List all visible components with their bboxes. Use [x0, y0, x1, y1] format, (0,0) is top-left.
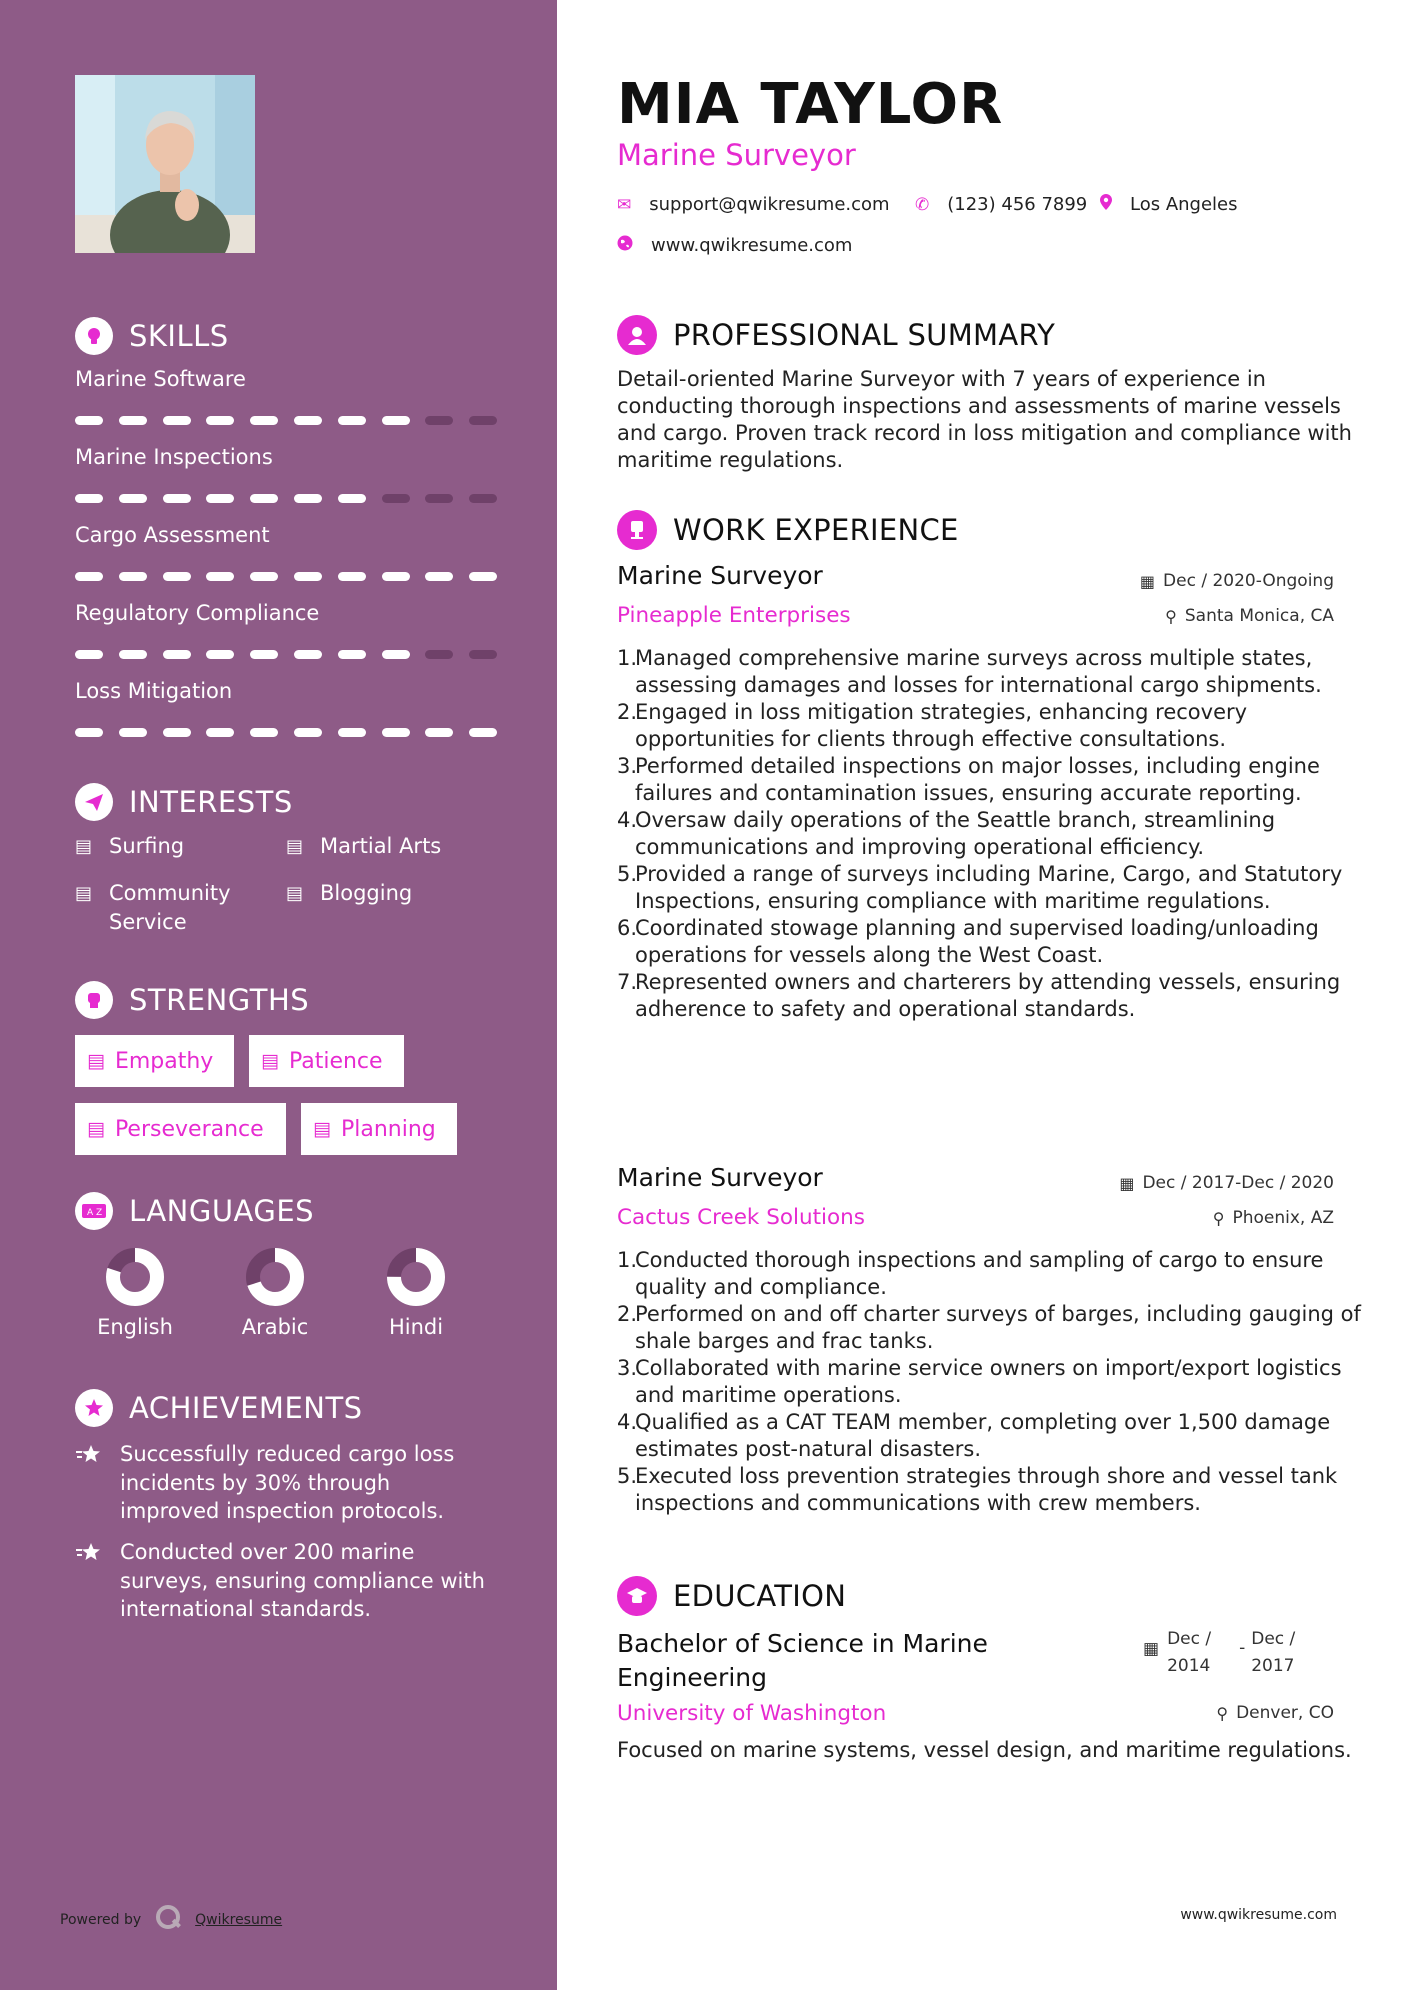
skill-segment: [294, 494, 322, 503]
education-title: EDUCATION: [673, 1579, 847, 1613]
job-date: ▦ Dec / 2020-Ongoing: [1139, 571, 1334, 591]
skill-segment: [250, 494, 278, 503]
translate-icon: [75, 1192, 113, 1230]
interest-item: ▤ Surfing: [75, 832, 184, 861]
skill-segment: [469, 650, 497, 659]
skill-segment: [75, 416, 103, 425]
skill-segment: [382, 494, 410, 503]
pushpin-icon: ⚲: [1165, 606, 1177, 626]
pushpin-icon: ⚲: [1212, 1208, 1225, 1228]
calendar-icon: ▦: [1139, 571, 1156, 591]
skill-segment: [338, 650, 366, 659]
experience-title: WORK EXPERIENCE: [673, 513, 959, 547]
strength-chip: ▤ Perseverance: [75, 1103, 286, 1155]
skill-segment: [425, 494, 453, 503]
skill-bar: [75, 494, 499, 506]
job-title: Marine Surveyor: [617, 1163, 823, 1192]
skill-segment: [206, 728, 234, 737]
education-location: ⚲ Denver, CO: [1216, 1703, 1334, 1723]
interests-title: INTERESTS: [129, 785, 293, 819]
svg-text:A: A: [87, 1208, 94, 1218]
skill-segment: [250, 728, 278, 737]
skill-segment: [250, 572, 278, 581]
education-heading: [617, 1576, 846, 1616]
skill-segment: [469, 728, 497, 737]
skill-label: Loss Mitigation: [75, 679, 233, 703]
qwikresume-link[interactable]: Qwikresume: [195, 1912, 283, 1928]
skill-segment: [382, 650, 410, 659]
school-name: University of Washington: [617, 1701, 887, 1726]
skill-segment: [75, 494, 103, 503]
language-name: Arabic: [241, 1315, 309, 1339]
job-bullet: 2. Performed on and off charter surveys of barges, including gauging of shale barges and frac tanks.: [617, 1302, 1361, 1353]
user-icon: [617, 315, 657, 355]
job-location: ⚲ Santa Monica, CA: [1165, 606, 1334, 626]
sidebar: [0, 0, 557, 1990]
skill-label: Cargo Assessment: [75, 523, 270, 547]
strengths-heading: [75, 981, 309, 1019]
contact-location: Los Angeles: [1100, 194, 1238, 215]
profile-photo: [75, 75, 255, 253]
skill-segment: [75, 728, 103, 737]
skill-segment: [75, 650, 103, 659]
phone-icon: ✆: [915, 194, 930, 215]
paper-plane-icon: [75, 783, 113, 821]
skill-segment: [338, 572, 366, 581]
skill-segment: [382, 728, 410, 737]
qwikresume-logo-icon: [155, 1904, 183, 1936]
skill-bar: [75, 728, 499, 740]
language-ring: [245, 1247, 305, 1307]
job-company: Cactus Creek Solutions: [617, 1205, 866, 1230]
skill-segment: [250, 650, 278, 659]
experience-heading: [617, 510, 959, 550]
job-bullet: 6. Coordinated stowage planning and supervised loading/unloading operations for vessels along the West Coast.: [617, 916, 1319, 967]
skill-segment: [338, 728, 366, 737]
pushpin-icon: ⚲: [1216, 1703, 1229, 1723]
book-icon: ▤: [87, 1118, 105, 1140]
skill-bar: [75, 572, 499, 584]
footer-url[interactable]: www.qwikresume.com: [1180, 1907, 1337, 1923]
book-icon: ▤: [286, 836, 304, 857]
job-bullet: 7. Represented owners and charterers by attending vessels, ensuring adherence to safety and operational standards.: [617, 970, 1341, 1021]
skill-segment: [294, 572, 322, 581]
summary-title: PROFESSIONAL SUMMARY: [673, 318, 1056, 352]
skill-segment: [425, 572, 453, 581]
skill-bar: [75, 650, 499, 662]
main-content: [557, 0, 1407, 1990]
globe-icon: [617, 235, 633, 256]
star-icon: [75, 1440, 120, 1526]
skill-segment: [163, 416, 191, 425]
skill-segment: [425, 416, 453, 425]
interests-heading: [75, 783, 293, 821]
strength-chip: ▤ Planning: [301, 1103, 457, 1155]
skill-segment: [163, 728, 191, 737]
skill-segment: [206, 494, 234, 503]
star-icon: [75, 1538, 120, 1624]
job-bullet: 3. Collaborated with marine service owners on import/export logistics and maritime operations.: [617, 1356, 1342, 1407]
education-text: Focused on marine systems, vessel design, and maritime regulations.: [617, 1738, 1352, 1762]
skill-segment: [163, 494, 191, 503]
language-name: Hindi: [388, 1315, 444, 1339]
skill-label: Marine Inspections: [75, 445, 273, 469]
job-bullet: 2. Engaged in loss mitigation strategies, enhancing recovery opportunities for clients through effective consultations.: [617, 700, 1248, 751]
skill-label: Marine Software: [75, 367, 246, 391]
book-icon: ▤: [261, 1050, 279, 1072]
job-bullet: 4. Oversaw daily operations of the Seattle branch, streamlining communications and improving operational efficiency.: [617, 808, 1276, 859]
candidate-role: Marine Surveyor: [617, 138, 856, 172]
book-icon: ▤: [313, 1118, 331, 1140]
skill-segment: [119, 650, 147, 659]
skill-segment: [206, 572, 234, 581]
achievements-title: ACHIEVEMENTS: [129, 1391, 363, 1425]
candidate-name: MIA TAYLOR: [617, 72, 1004, 137]
interest-item: ▤ Blogging: [286, 879, 412, 908]
language-ring: [105, 1247, 165, 1307]
lightbulb-icon: [75, 317, 113, 355]
skill-segment: [294, 416, 322, 425]
contact-phone[interactable]: ✆ (123) 456 7899: [915, 194, 1088, 215]
job-bullet: 4. Qualified as a CAT TEAM member, completing over 1,500 damage estimates post-natural disasters.: [617, 1410, 1331, 1461]
skills-heading: [75, 317, 229, 355]
skill-segment: [338, 494, 366, 503]
language-ring: [386, 1247, 446, 1307]
book-icon: ▤: [286, 883, 304, 904]
contact-website[interactable]: www.qwikresume.com: [617, 235, 852, 256]
job-bullets: [617, 645, 1377, 1023]
job-title: Marine Surveyor: [617, 561, 823, 590]
job-bullets: [617, 1247, 1377, 1517]
skill-segment: [250, 416, 278, 425]
skill-segment: [469, 494, 497, 503]
skill-segment: [469, 416, 497, 425]
job-location: ⚲ Phoenix, AZ: [1212, 1208, 1334, 1228]
skill-segment: [425, 728, 453, 737]
strength-chip: ▤ Empathy: [75, 1035, 234, 1087]
powered-by: Powered by Qwikresume: [60, 1904, 282, 1936]
skill-segment: [119, 416, 147, 425]
strength-chip: ▤ Patience: [249, 1035, 404, 1087]
summary-text: Detail-oriented Marine Surveyor with 7 years of experience in conducting thorough inspections and assessments of marine vessels and cargo. Proven track record in loss mitigation and compliance with maritime regulations.: [617, 367, 1352, 472]
skill-segment: [469, 572, 497, 581]
achievement-item: Conducted over 200 marine surveys, ensuring compliance with international standards.: [75, 1538, 495, 1624]
education-dates: ▦ Dec / 2014 - Dec / 2017: [1143, 1626, 1295, 1680]
summary-heading: [617, 315, 1055, 355]
book-icon: ▤: [75, 836, 93, 857]
calendar-icon: ▦: [1143, 1639, 1160, 1659]
map-pin-icon: [1100, 194, 1112, 215]
contact-email[interactable]: ✉ support@qwikresume.com: [617, 194, 890, 215]
language-name: English: [97, 1315, 173, 1339]
skill-segment: [119, 494, 147, 503]
language-item: [85, 1247, 185, 1339]
skill-segment: [119, 728, 147, 737]
skill-segment: [163, 572, 191, 581]
skill-segment: [294, 650, 322, 659]
achievements-heading: [75, 1389, 363, 1427]
skills-title: SKILLS: [129, 319, 229, 353]
interest-item: ▤ Martial Arts: [286, 832, 441, 861]
skill-segment: [382, 416, 410, 425]
book-icon: ▤: [87, 1050, 105, 1072]
skill-label: Regulatory Compliance: [75, 601, 320, 625]
languages-heading: [75, 1192, 314, 1230]
briefcase-icon: [617, 510, 657, 550]
strengths-title: STRENGTHS: [129, 983, 310, 1017]
language-item: [225, 1247, 325, 1339]
skill-segment: [338, 416, 366, 425]
job-bullet: 5. Executed loss prevention strategies through shore and vessel tank inspections and communications with crew members.: [617, 1464, 1338, 1515]
skill-segment: [119, 572, 147, 581]
job-date: ▦ Dec / 2017-Dec / 2020: [1119, 1173, 1334, 1193]
achievement-item: Successfully reduced cargo loss incidents by 30% through improved inspection protocols.: [75, 1440, 495, 1526]
languages-title: LANGUAGES: [129, 1194, 315, 1228]
skill-segment: [206, 416, 234, 425]
skill-segment: [382, 572, 410, 581]
skill-segment: [75, 572, 103, 581]
calendar-icon: ▦: [1119, 1173, 1135, 1193]
job-bullet: 3. Performed detailed inspections on major losses, including engine failures and contamination issues, ensuring accurate reporting.: [617, 754, 1320, 805]
job-bullet: 1. Conducted thorough inspections and sampling of cargo to ensure quality and compliance.: [617, 1248, 1324, 1299]
envelope-icon: ✉: [617, 194, 632, 215]
skill-segment: [425, 650, 453, 659]
graduation-cap-icon: [617, 1576, 657, 1616]
degree-title: Bachelor of Science in Marine Engineering: [617, 1629, 988, 1692]
skill-segment: [163, 650, 191, 659]
job-company: Pineapple Enterprises: [617, 603, 851, 628]
job-bullet: 1. Managed comprehensive marine surveys across multiple states, assessing damages and losses for international cargo shipments.: [617, 646, 1322, 697]
skill-bar: [75, 416, 499, 428]
book-icon: ▤: [75, 883, 93, 904]
fist-icon: [75, 981, 113, 1019]
skill-segment: [206, 650, 234, 659]
interest-item: ▤ Community Service: [75, 879, 255, 937]
education-start: Dec / 2014: [1167, 1629, 1212, 1676]
education-end: Dec / 2017: [1251, 1629, 1296, 1676]
star-icon: [75, 1389, 113, 1427]
job-bullet: 5. Provided a range of surveys including Marine, Cargo, and Statutory Inspections, ensuring compliance with maritime regulations.: [617, 862, 1343, 913]
svg-text:Z: Z: [96, 1208, 103, 1218]
skill-segment: [294, 728, 322, 737]
language-item: [366, 1247, 466, 1339]
